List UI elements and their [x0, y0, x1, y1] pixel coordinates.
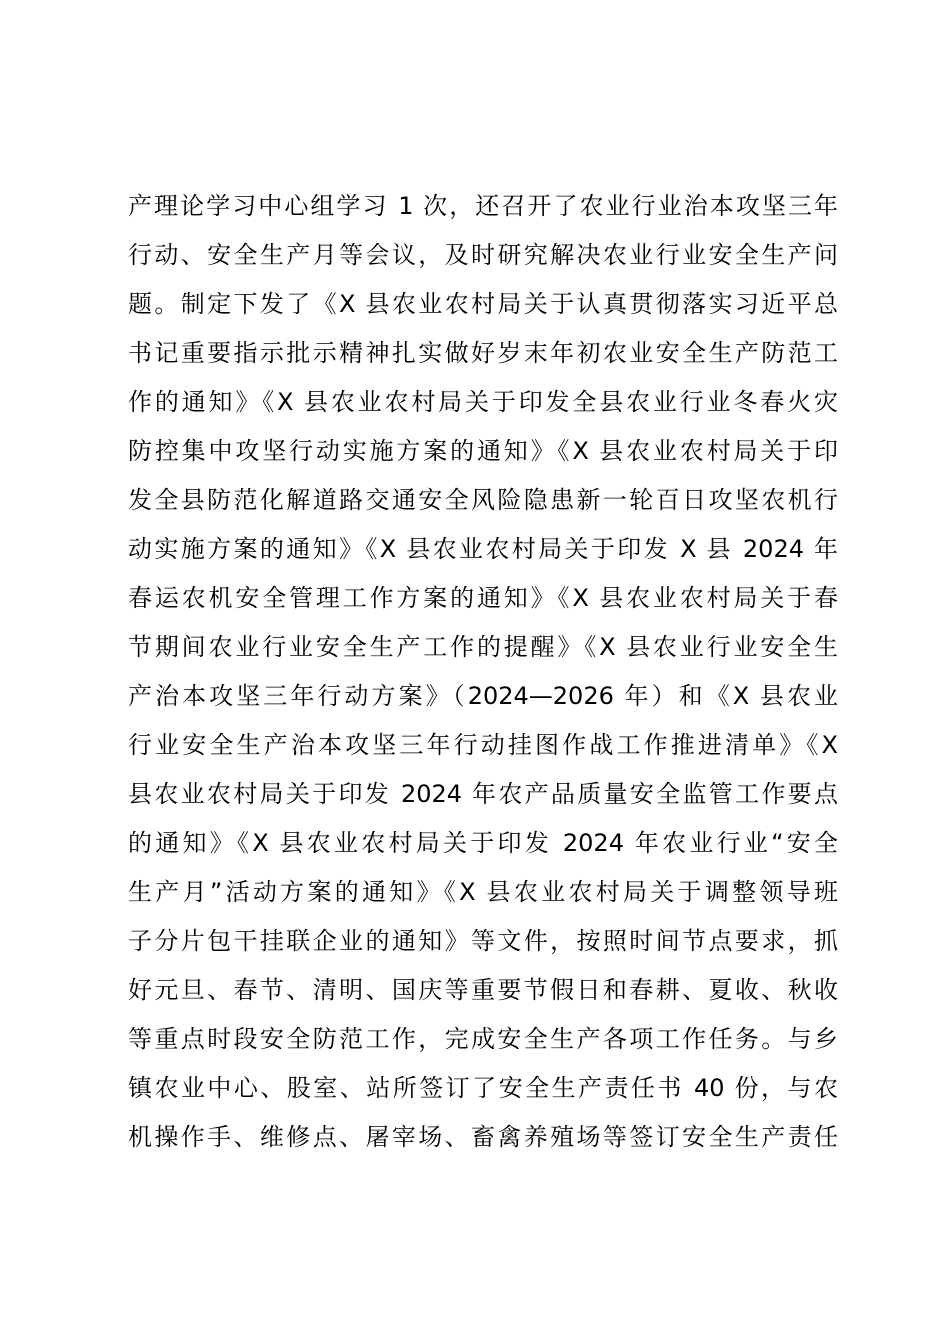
- text-line-16: 子分片包干挂联企业的通知》等文件，按照时间节点要求，抓: [128, 927, 838, 955]
- text-line-13: 县农业农村局关于印发 2024 年农产品质量安全监管工作要点: [128, 780, 838, 808]
- text-line-10: 节期间农业行业安全生产工作的提醒》《X 县农业行业安全生: [128, 633, 838, 661]
- text-line-5: 作的通知》《X 县农业农村局关于印发全县农业行业冬春火灾: [128, 388, 838, 416]
- text-line-19: 镇农业中心、股室、站所签订了安全生产责任书 40 份，与农: [128, 1074, 838, 1102]
- text-line-7: 发全县防范化解道路交通安全风险隐患新一轮百日攻坚农机行: [128, 486, 838, 514]
- text-line-11: 产治本攻坚三年行动方案》（2024—2026 年）和《X 县农业: [128, 682, 838, 710]
- text-line-18: 等重点时段安全防范工作，完成安全生产各项工作任务。与乡: [128, 1025, 838, 1053]
- text-line-3: 题。制定下发了《X 县农业农村局关于认真贯彻落实习近平总: [128, 290, 838, 318]
- text-line-4: 书记重要指示批示精神扎实做好岁末年初农业安全生产防范工: [128, 339, 838, 367]
- body-paragraph: [128, 182, 838, 1162]
- text-line-20: 机操作手、维修点、屠宰场、畜禽养殖场等签订安全生产责任: [128, 1123, 838, 1151]
- text-line-8: 动实施方案的通知》《X 县农业农村局关于印发 X 县 2024 年: [128, 535, 838, 563]
- text-line-6: 防控集中攻坚行动实施方案的通知》《X 县农业农村局关于印: [128, 437, 838, 465]
- text-line-9: 春运农机安全管理工作方案的通知》《X 县农业农村局关于春: [128, 584, 838, 612]
- text-line-14: 的通知》《X 县农业农村局关于印发 2024 年农业行业“安全: [128, 829, 838, 857]
- text-line-1: 产理论学习中心组学习 1 次，还召开了农业行业治本攻坚三年: [128, 192, 838, 220]
- text-line-15: 生产月”活动方案的通知》《X 县农业农村局关于调整领导班: [128, 878, 838, 906]
- text-line-2: 行动、安全生产月等会议，及时研究解决农业行业安全生产问: [128, 241, 838, 269]
- text-line-12: 行业安全生产治本攻坚三年行动挂图作战工作推进清单》《X: [128, 731, 838, 759]
- text-line-17: 好元旦、春节、清明、国庆等重要节假日和春耕、夏收、秋收: [128, 976, 838, 1004]
